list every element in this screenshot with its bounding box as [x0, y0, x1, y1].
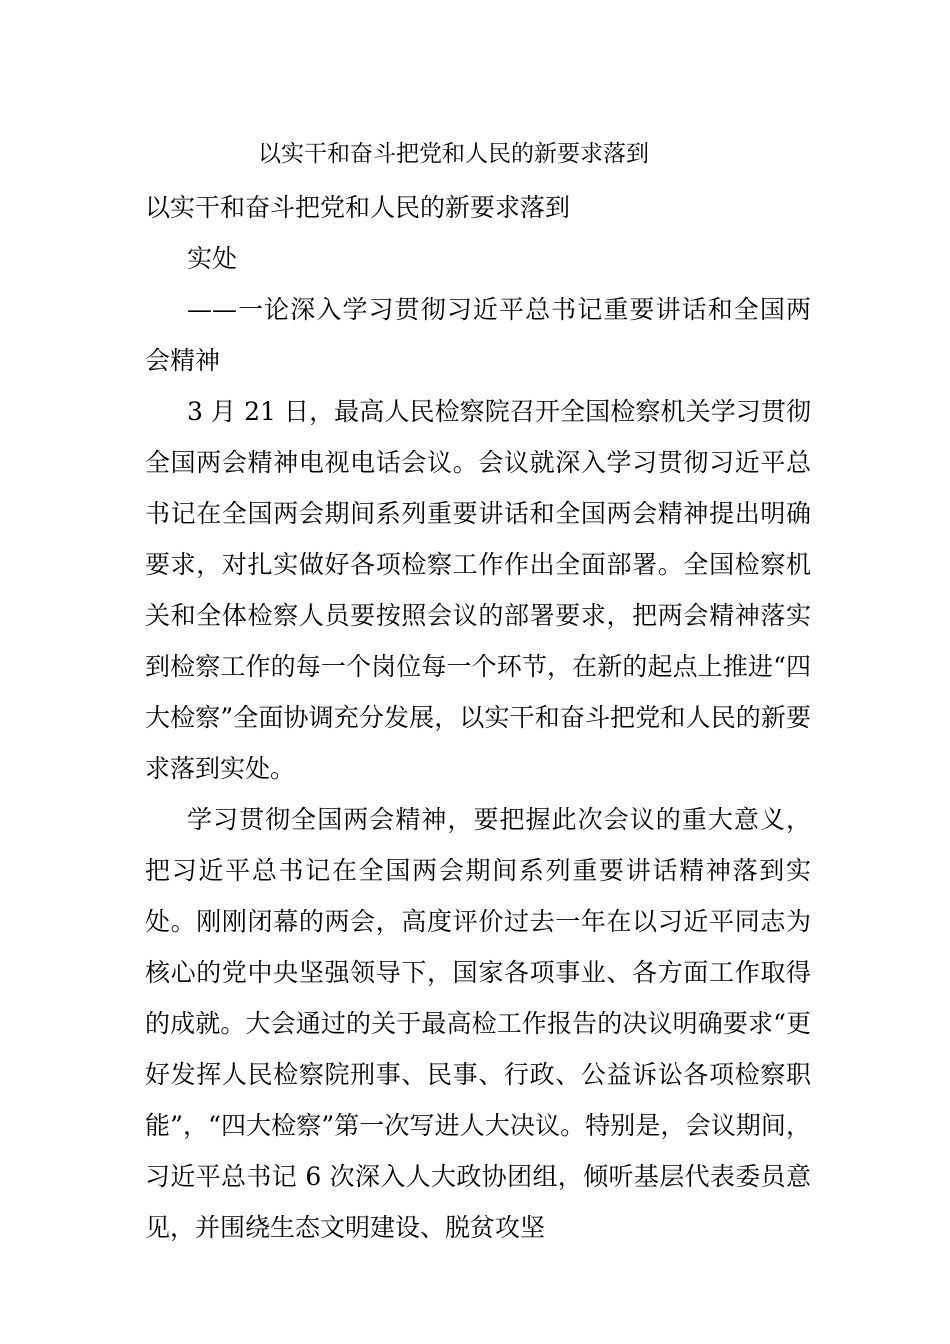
document-body: [145, 182, 811, 1253]
document-title-line: 以实干和奋斗把党和人民的新要求落到: [145, 193, 571, 222]
header-title: 以实干和奋斗把党和人民的新要求落到: [258, 141, 649, 167]
document-subtitle: ——一论深入学习贯彻习近平总书记重要讲话和全国两会精神: [145, 295, 811, 375]
document-title-continuation: 实处: [187, 244, 238, 273]
paragraph: 3 月 21 日，最高人民检察院召开全国检察机关学习贯彻全国两会精神电视电话会议。会议就深入学习贯彻习近平总书记在全国两会期间系列重要讲话和全国两会精神提出明确要求，对扎实做好各项检察工作作出全面部署。全国检察机关和全体检察人员要按照会议的部署要求，把两会精神落实到检察工作的每一个岗位每一个环节，在新的起点上推进“四大检察”全面协调充分发展，以实干和奋斗把党和人民的新要求落到实处。: [145, 397, 811, 783]
paragraph: 学习贯彻全国两会精神，要把握此次会议的重大意义，把习近平总书记在全国两会期间系列重要讲话精神落到实处。刚刚闭幕的两会，高度评价过去一年在以习近平同志为核心的党中央坚强领导下，国家各项事业、各方面工作取得的成就。大会通过的关于最高检工作报告的决议明确要求“更好发挥人民检察院刑事、民事、行政、公益诉讼各项检察职能”，“四大检察”第一次写进人大决议。特别是，会议期间，习近平总书记 6 次深入人大政协团组，倾听基层代表委员意见，并围绕生态文明建设、脱贫攻坚: [145, 805, 811, 1242]
